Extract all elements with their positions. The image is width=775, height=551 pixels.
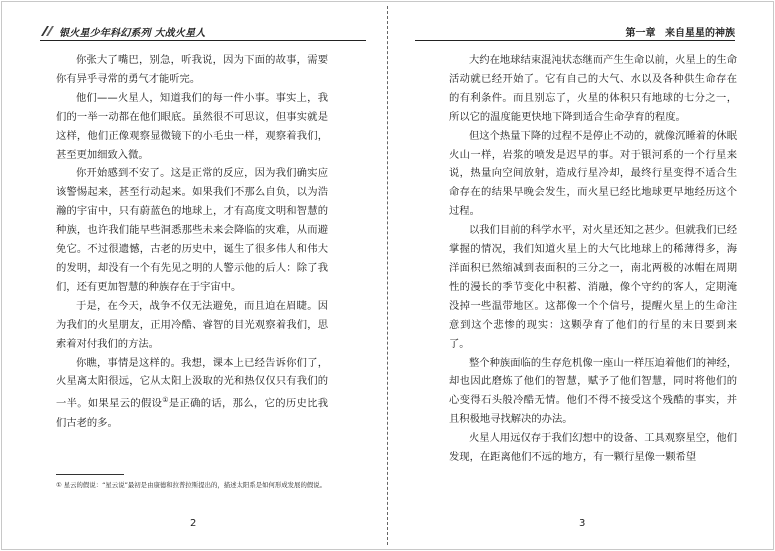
left-page	[0, 0, 386, 551]
page-divider	[387, 6, 388, 545]
paragraph-with-footnote	[56, 354, 328, 433]
series-header	[40, 24, 205, 38]
page-number: 3	[579, 518, 586, 529]
right-body-text	[449, 51, 737, 467]
page-number: 2	[190, 518, 197, 529]
footnote-rule	[56, 474, 124, 475]
paragraph: 他们——火星人，知道我们的每一件小事。事实上，我们的一举一动都在他们眼底。虽然很不可思议，但事实就是这样，他们正像观察显微镜下的小毛虫一样，观察着我们，甚至更加细致入微。	[56, 91, 328, 161]
footnote: ① 星云的假说：“星云说”最初是由康德和拉普拉斯提出的，描述太阳系是如何形成发展的假说。	[56, 481, 327, 489]
paragraph: 火星人用远仅存于我们幻想中的设备、工具观察星空，他们发现，在距离他们不远的地方，有一颗行星像一颗希望	[449, 432, 737, 464]
chapter-label: 第一章	[625, 28, 656, 39]
paragraph: 你张大了嘴巴，别急，听我说，因为下面的故事，需要你有异乎寻常的勇气才能听完。	[56, 54, 328, 85]
header-rule	[415, 40, 735, 41]
series-title: 银火星少年科幻系列 大战火星人	[59, 27, 206, 39]
paragraph: 但这个热量下降的过程不是停止不动的，就像沉睡着的休眠火山一样，岩浆的喷发是迟早的事。对于银河系的一个行星来说，热量向空间放射，造成行星冷却，最终行星变得不适合生命存在的结果早晚会发生，而火星已经比地球更早地经历这个过程。	[449, 129, 737, 218]
series-logo-icon	[40, 25, 56, 37]
paragraph: 于是，在今天，战争不仅无法避免，而且迫在眉睫。因为我们的火星朋友，正用冷酷、睿智的目光观察着我们，思索着对付我们的方法。	[56, 299, 328, 350]
paragraph: 整个种族面临的生存危机像一座山一样压迫着他们的神经，却也因此磨炼了他们的智慧，赋予了他们智慧，同时将他们的心变得石头般冷酷无情。他们不得不接受这个残酷的事实，并且积极地寻找解决的办法。	[449, 356, 737, 426]
right-page	[389, 0, 775, 551]
paragraph: 你开始感到不安了。这是正常的反应，因为我们确实应该警惕起来，甚至行动起来。如果我们不那么自负，以为浩瀚的宇宙中，只有蔚蓝色的地球上，才有高度文明和智慧的种族，也许我们能早些洞悉那些未来会降临的灾难，从而避免它。不过很遗憾，古老的历史中，诞生了很多伟人和伟大的发明，却没有一个有先见之明的人警示他的后人：除了我们，还有更加智慧的种族存在于宇宙中。	[56, 167, 328, 293]
paragraph-text: 你瞧，事情是这样的。我想，课本上已经告诉你们了，火星离太阳很远，它从太阳上汲取的光和热仅仅只有我们的一半。如果星云的假设	[56, 356, 328, 410]
paragraph: 以我们目前的科学水平，对火星还知之甚少。但就我们已经掌握的情况，我们知道火星上的大气比地球上的稀薄得多，海洋面积已然缩减到表面积的三分之一，南北两极的冰帽在周期性的漫长的季节变化中积蓄、消融，像个守约的客人，定期淹没掉一些温带地区。这都像一个个信号，提醒火星上的生命注意到这个悲惨的现实：这颗孕育了他们的行星的末日要到来了。	[449, 224, 737, 350]
paragraph-text: 是正确的话，那么，它的历史比我们古老的多。	[56, 397, 329, 429]
footnote-marker[interactable]: ①	[162, 396, 169, 405]
left-body-text	[56, 51, 328, 433]
paragraph: 大约在地球结束混沌状态继而产生生命以前，火星上的生命活动就已经开始了。它有自己的大气、水以及各种供生命存在的有利条件。而且别忘了，火星的体积只有地球的七分之一，所以它的温度能更快地下降到适合生命孕育的程度。	[449, 54, 737, 123]
header-rule	[40, 40, 366, 41]
chapter-header	[620, 24, 735, 39]
chapter-title: 来自星星的神族	[665, 28, 735, 39]
